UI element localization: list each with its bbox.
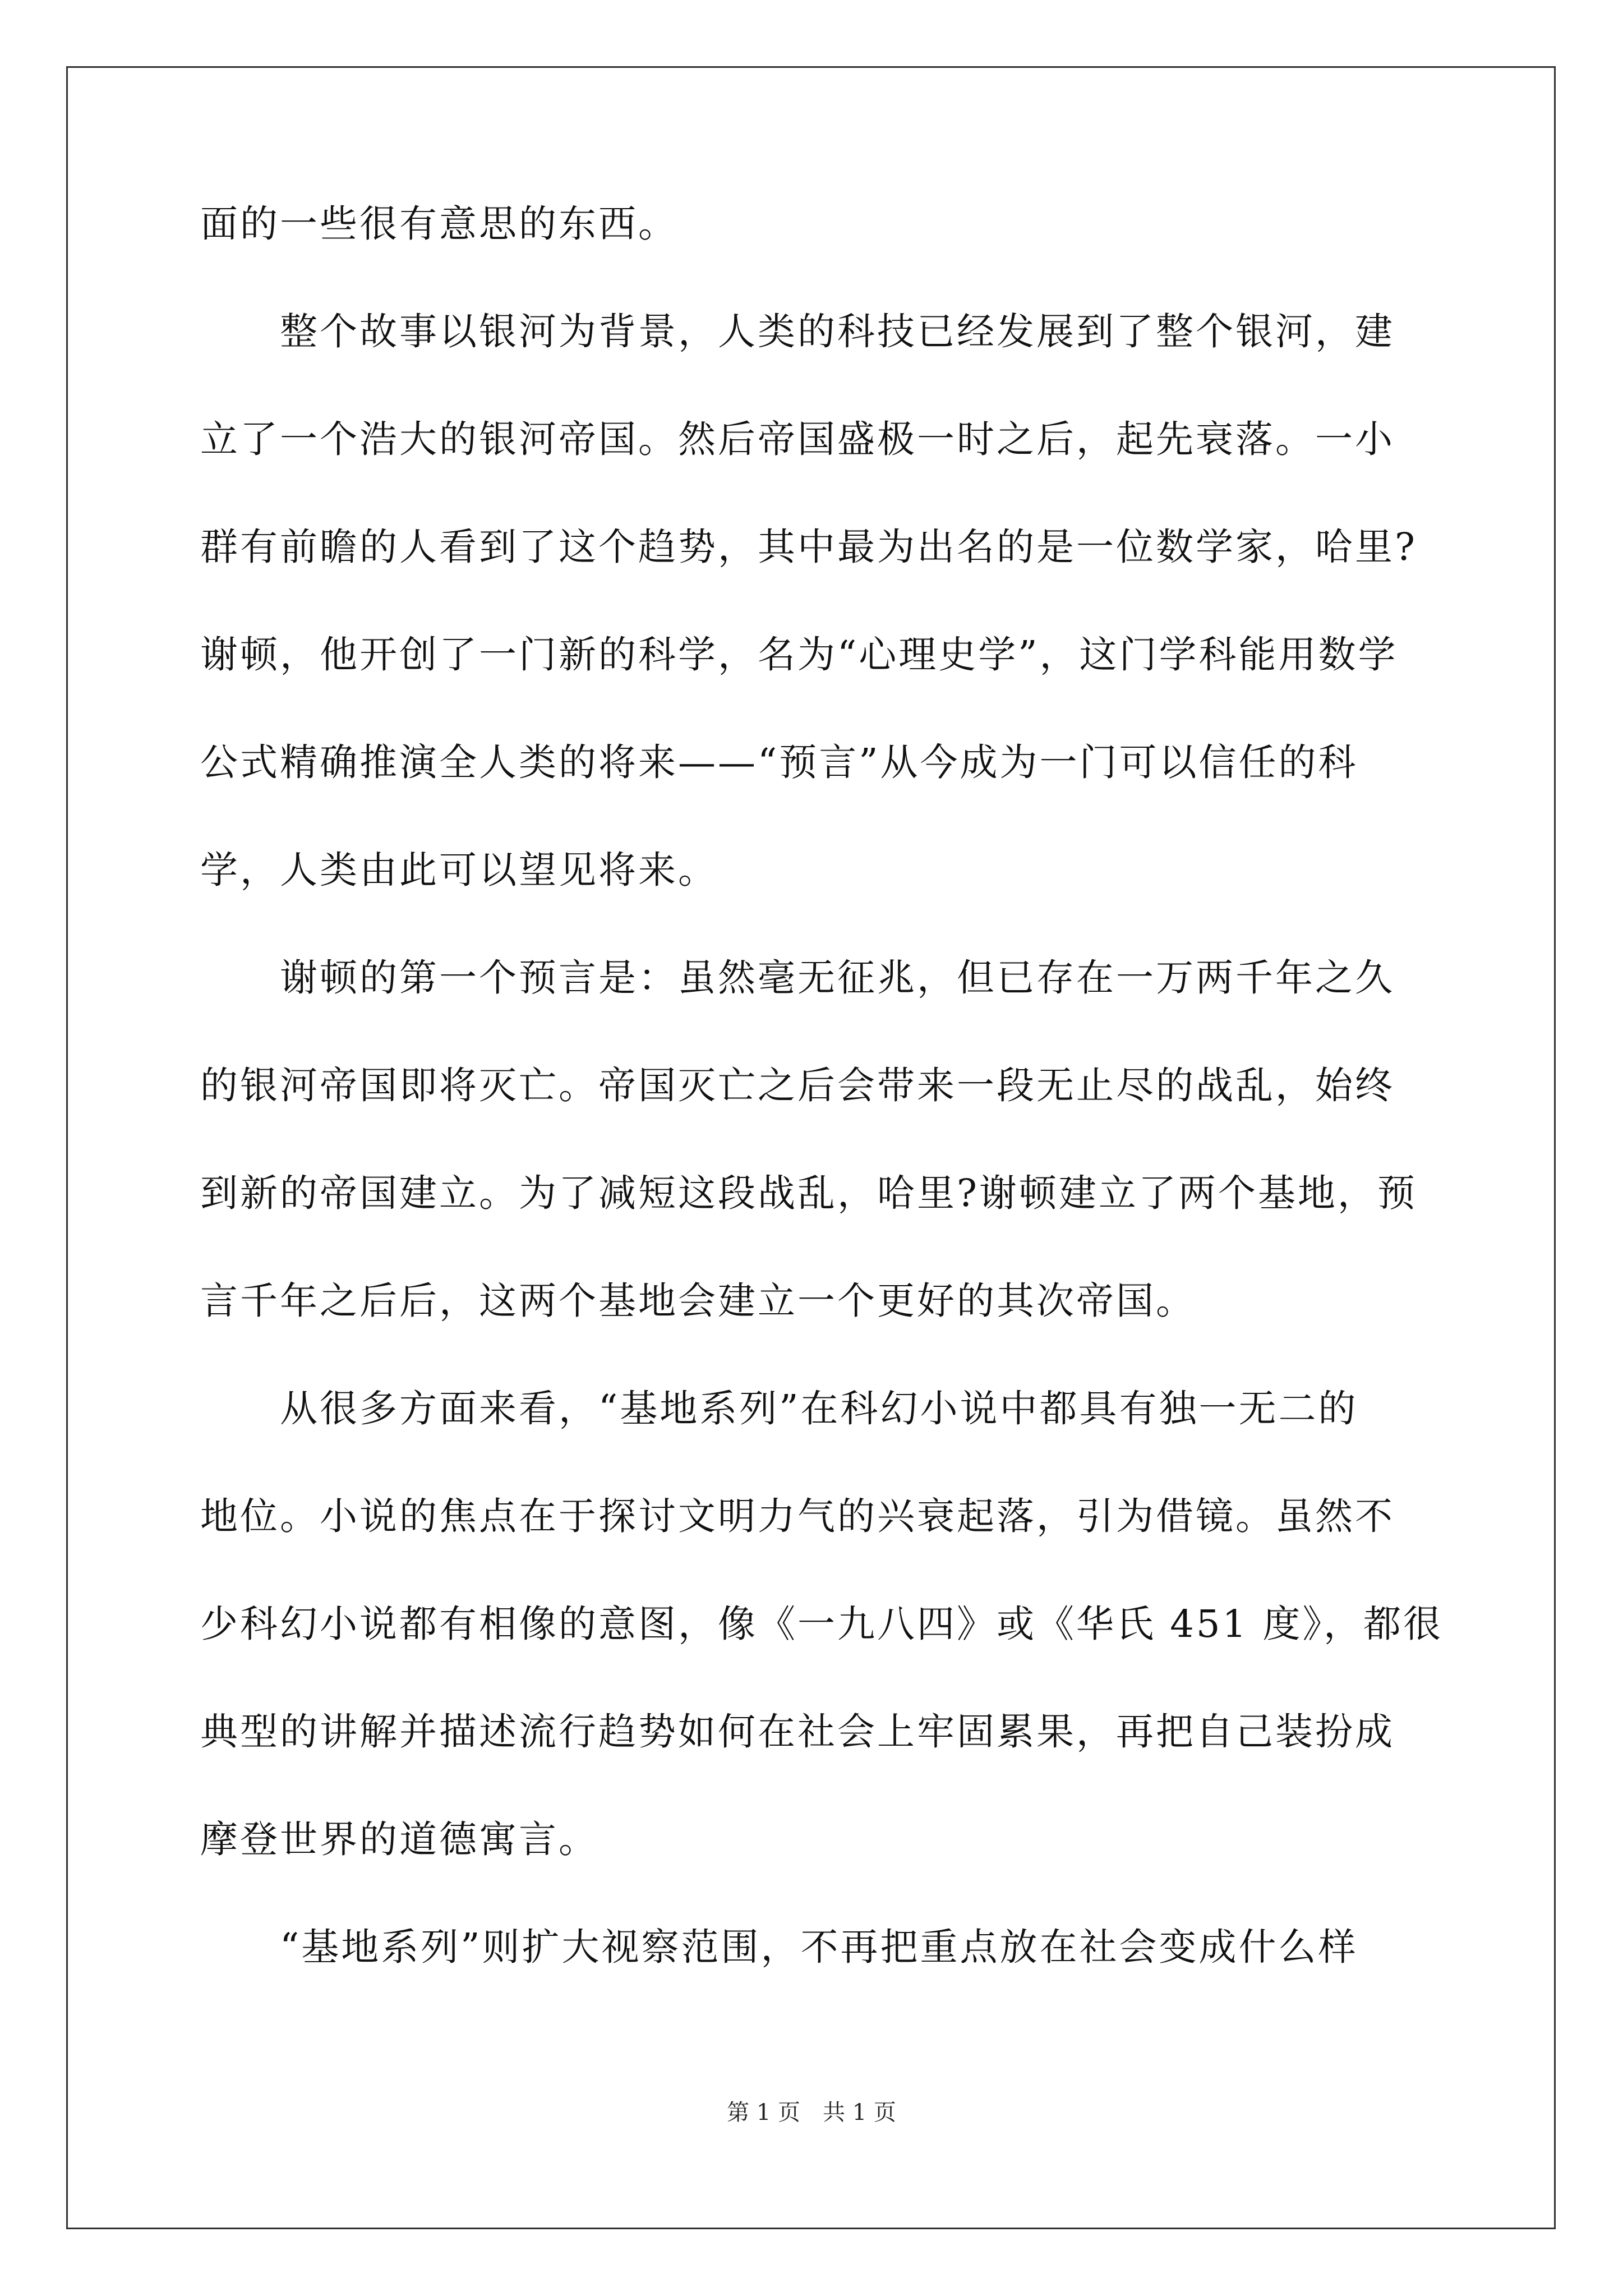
text-line: 从很多方面来看，“基地系列”在科幻小说中都具有独一无二的 bbox=[200, 1387, 1358, 1430]
text-line: “基地系列”则扩大视察范围，不再把重点放在社会变成什么样 bbox=[200, 1925, 1358, 1969]
text-line: 立了一个浩大的银河帝国。然后帝国盛极一时之后，起先衰落。一小 bbox=[200, 417, 1395, 461]
page-footer: 第 1 页 共 1 页 bbox=[727, 2100, 896, 2125]
text-line: 谢顿的第一个预言是：虽然毫无征兆，但已存在一万两千年之久 bbox=[200, 956, 1395, 1000]
text-line: 谢顿，他开创了一门新的科学，名为“心理史学”，这门学科能用数学 bbox=[200, 633, 1398, 677]
document-body bbox=[200, 202, 1443, 2034]
text-line: 公式精确推演全人类的将来——“预言”从今成为一门可以信任的科 bbox=[200, 740, 1358, 784]
text-line: 群有前瞻的人看到了这个趋势，其中最为出名的是一位数学家，哈里? bbox=[200, 525, 1417, 569]
text-line: 整个故事以银河为背景，人类的科技已经发展到了整个银河，建 bbox=[200, 310, 1395, 353]
text-line: 地位。小说的焦点在于探讨文明力气的兴衰起落，引为借镜。虽然不 bbox=[200, 1494, 1395, 1538]
text-line: 到新的帝国建立。为了减短这段战乱，哈里?谢顿建立了两个基地，预 bbox=[200, 1171, 1417, 1215]
text-line: 言千年之后后，这两个基地会建立一个更好的其次帝国。 bbox=[200, 1279, 1196, 1323]
text-line: 的银河帝国即将灭亡。帝国灭亡之后会带来一段无止尽的战乱，始终 bbox=[200, 1064, 1395, 1107]
text-line: 典型的讲解并描述流行趋势如何在社会上牢固累果，再把自己装扮成 bbox=[200, 1710, 1395, 1754]
text-line: 少科幻小说都有相像的意图，像《一九八四》或《华氏 451 度》，都很 bbox=[200, 1602, 1443, 1646]
text-line: 面的一些很有意思的东西。 bbox=[200, 202, 678, 246]
text-line: 摩登世界的道德寓言。 bbox=[200, 1818, 598, 1861]
text-line: 学，人类由此可以望见将来。 bbox=[200, 848, 718, 892]
